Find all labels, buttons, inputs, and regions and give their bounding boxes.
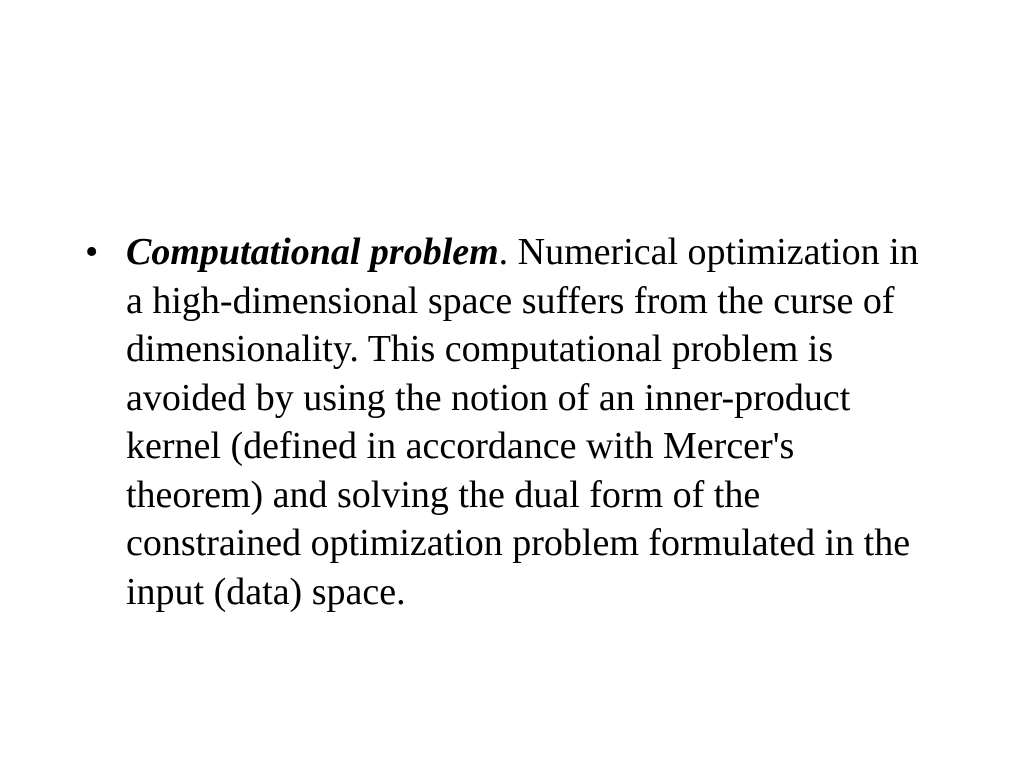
bullet-icon: • bbox=[85, 231, 99, 273]
bullet-list bbox=[85, 228, 935, 616]
bullet-text: . Numerical optimization in a high-dimensional space suffers from the curse of dimensionality. This computational problem is avoided by using the notion of an inner-product kernel (defined in accordance with Mercer's theorem) and solving the dual form of the constrained optimization problem formulated in the input (data) space. bbox=[126, 231, 919, 613]
bullet-item-computational-problem bbox=[85, 228, 935, 616]
bullet-term: Computational problem bbox=[126, 231, 499, 273]
